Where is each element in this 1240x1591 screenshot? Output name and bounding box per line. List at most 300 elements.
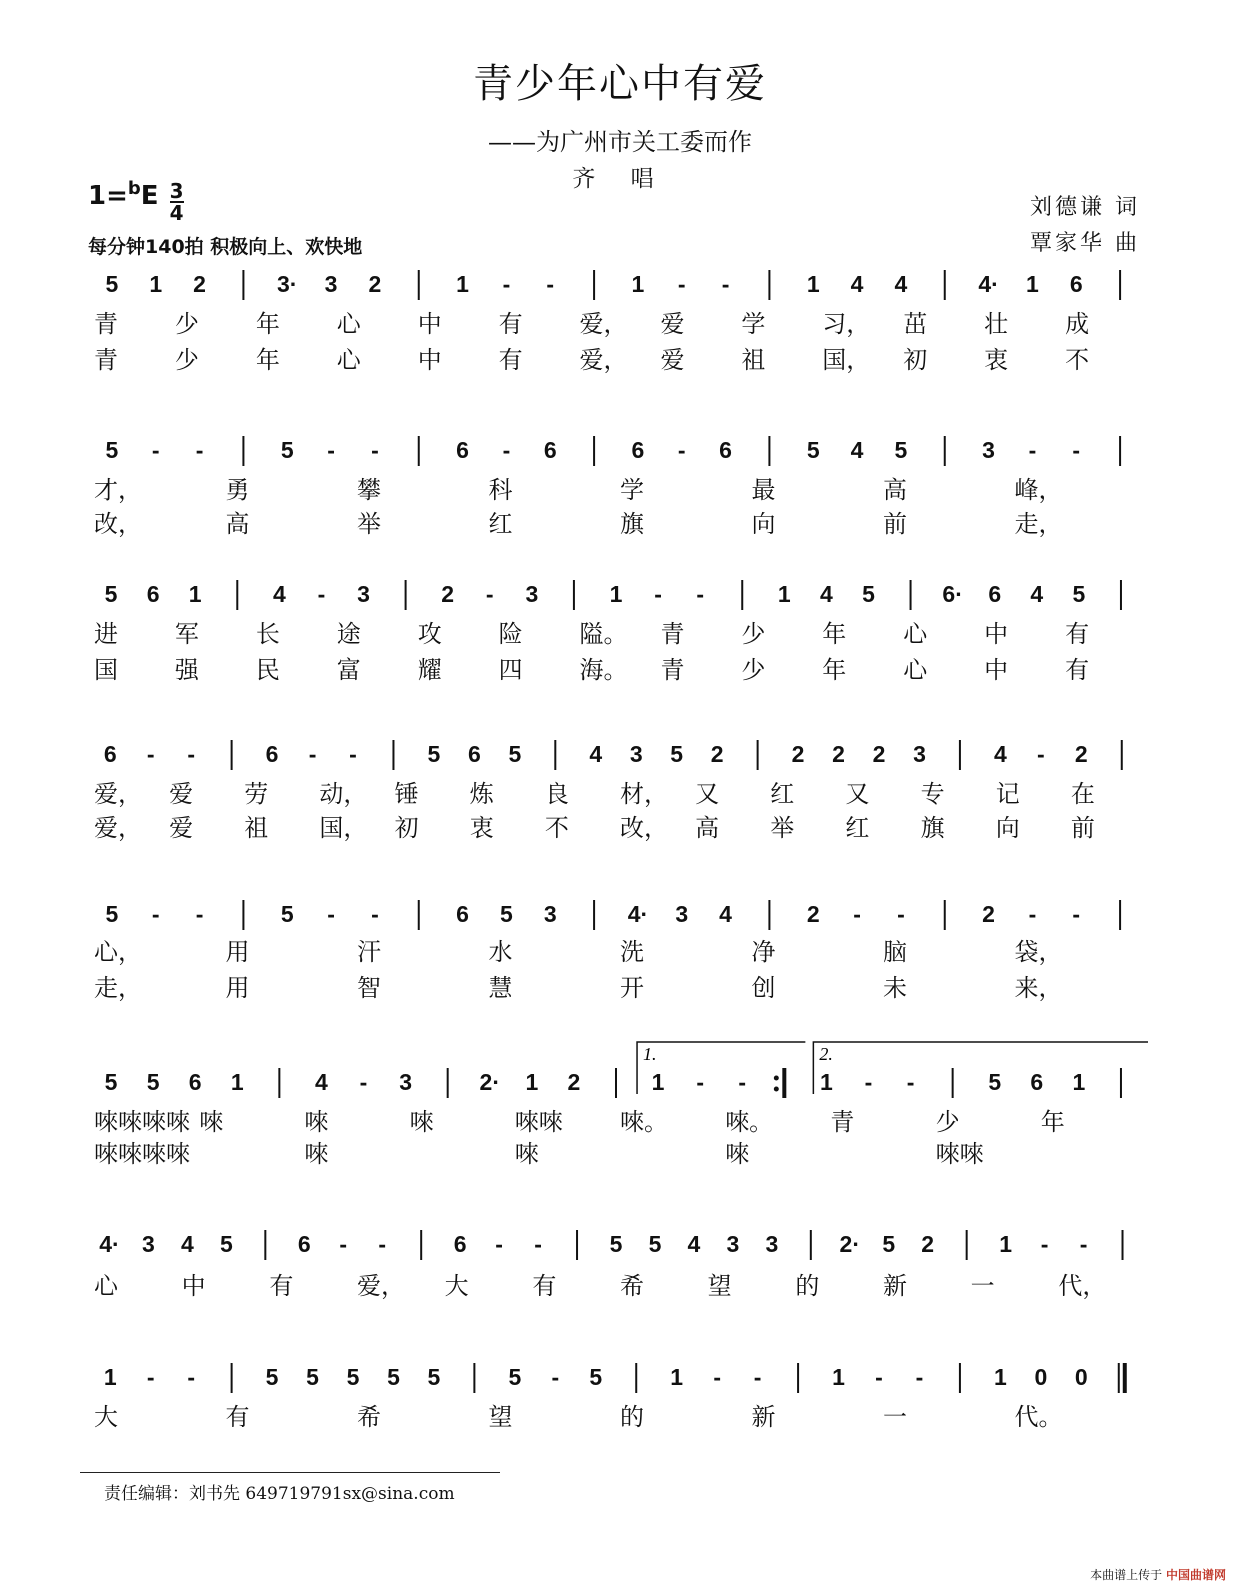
note: 6 [456,437,469,463]
lyric-verse-1: 一 [883,1403,907,1431]
note: - [495,1231,503,1257]
lyric-verse-1: 有 [532,1272,557,1300]
lyric-verse-2: 国 [94,656,118,684]
note: 1 [188,581,202,607]
note: 1 [609,581,623,607]
note: 2 [872,741,886,767]
note: 1 [993,1364,1007,1390]
note: 5 [105,271,119,297]
note: - [897,901,905,927]
lyric-verse-2: 少 [741,656,766,684]
note: - [696,581,704,607]
note: - [1072,901,1081,927]
lyric-verse-1: 青 [830,1108,855,1136]
lyric-verse-2: 年 [255,346,280,374]
note: 4 [719,901,732,927]
note: 3 [142,1231,155,1257]
lyric-verse-1: 军 [174,620,199,648]
note: - [339,1231,348,1257]
note: - [195,437,204,463]
note: 6 [146,581,160,607]
lyric-verse-2: 前 [883,510,907,538]
tempo-marking: 每分钟140拍 积极向上、欢快地 [88,236,363,258]
note: 4 [181,1231,194,1257]
note: - [151,901,160,927]
note: - [151,437,160,463]
note: - [696,1069,704,1095]
lyric-verse-1: 才， [94,476,142,504]
lyric-verse-1: 唻 [304,1108,329,1136]
note: 2 [832,741,845,767]
note: 1 [103,1364,117,1390]
lyric-verse-2: 唻 [514,1140,539,1168]
note: 5 [508,741,522,767]
note: - [1072,437,1081,463]
lyric-verse-2: 唻 [304,1140,329,1168]
lyric-verse-1: 又 [845,780,870,808]
lyric-verse-1: 学 [620,476,644,504]
note: 2 [982,901,995,927]
lyric-verse-1: 锤 [394,780,419,808]
flat-sign: b [127,178,141,199]
lyric-verse-2: 心 [336,346,361,374]
note: 3· [277,271,298,297]
note: 3 [543,901,557,927]
watermark-prefix: 本曲谱上传于 [1090,1568,1163,1582]
lyric-verse-1: 攻 [417,620,442,648]
lyric-verse-1: 动， [319,780,368,808]
note: 1 [1026,271,1039,297]
note: 3 [629,741,643,767]
lyric-verse-1: 中 [181,1272,206,1300]
note: 4· [99,1231,120,1257]
lyric-verse-1: 水 [488,938,513,966]
lyric-verse-1: 唻。 [725,1108,774,1136]
lyric-verse-1: 爱， [94,780,142,808]
lyric-verse-2: 智 [357,974,381,1002]
note: - [864,1069,873,1095]
lyric-verse-2: 唻唻 [935,1140,984,1168]
note: 1 [820,1069,833,1095]
note: 5 [609,1231,623,1257]
lyric-verse-1: 高 [883,476,907,504]
score-subtitle: ——为广州市关工委而作 [488,128,752,156]
lyric-verse-2: 举 [357,510,381,538]
score-title: 青少年心中有爱 [473,61,767,107]
note: - [654,581,662,607]
lyric-verse-1: 进 [94,620,118,648]
lyric-verse-1: 有 [1065,620,1090,648]
note: 2· [479,1069,500,1095]
key-prefix: 1= [88,181,128,211]
lyric-verse-2: 有 [498,346,523,374]
lyric-verse-2: 四 [498,656,523,684]
note: - [195,901,204,927]
note: - [502,271,511,297]
lyric-verse-2: 走， [1014,510,1063,538]
lyric-verse-1: 爱， [579,310,628,338]
lyric-verse-1: 心 [336,310,361,338]
lyric-verse-1: 大 [444,1272,469,1300]
lyric-verse-2: 爱 [660,346,685,374]
lyric-verse-1: 有 [269,1272,294,1300]
key-note: E [140,181,159,211]
lyric-verse-1: 青 [94,310,118,338]
lyric-verse-2: 耀 [417,656,442,684]
score-system [94,580,1121,684]
note: 6 [103,741,117,767]
note: 5 [280,901,294,927]
lyric-verse-1: 汗 [357,938,381,966]
volta-bracket [813,1042,1148,1094]
lyric-verse-2: 走， [94,974,142,1002]
lyric-verse-1: 峰， [1014,476,1063,504]
lyric-verse-2: 向 [995,814,1020,842]
lyric-verse-2: 高 [695,814,720,842]
note: - [146,1364,155,1390]
note: 6 [719,437,732,463]
lyric-verse-1: 少 [935,1108,960,1136]
note: 5 [387,1364,400,1390]
note: 6 [297,1231,311,1257]
lyric-verse-2: 中 [417,346,442,374]
note: 4 [687,1231,701,1257]
note: - [753,1364,762,1390]
lyric-verse-1: 的 [620,1403,644,1431]
lyric-verse-1: 爱 [660,310,685,338]
lyric-verse-2: 改， [94,510,142,538]
note: - [1028,901,1037,927]
lyric-verse-1: 中 [417,310,442,338]
lyric-verse-2: 红 [488,510,513,538]
note: - [1037,741,1045,767]
volta-1-label: 1. [643,1044,657,1064]
lyric-verse-2: 有 [1065,656,1090,684]
lyric-verse-2: 高 [225,510,250,538]
note: - [534,1231,542,1257]
lyric-verse-2: 祖 [741,346,766,374]
lyric-verse-1: 劳 [244,780,269,808]
note: 1 [525,1069,539,1095]
lyric-verse-2: 年 [822,656,847,684]
note: 3 [399,1069,412,1095]
note: 0 [1074,1364,1088,1390]
note: 1 [230,1069,244,1095]
lyric-verse-2: 举 [770,814,795,842]
note: - [187,1364,195,1390]
score-system [94,436,1120,538]
lyric-verse-1: 新 [751,1403,776,1431]
lyric-verse-1: 茁 [903,310,928,338]
lyric-verse-2: 中 [984,656,1009,684]
note: 3 [982,437,995,463]
lyric-verse-2: 来， [1014,974,1063,1002]
lyric-verse-2: 爱， [94,814,142,842]
lyric-verse-1: 代。 [1014,1403,1063,1431]
lyric-verse-1: 年 [822,620,847,648]
lyric-verse-2: 国， [822,346,871,374]
lyric-verse-1: 望 [488,1403,513,1431]
note: 1 [832,1364,845,1390]
note: 1 [806,271,820,297]
note: - [327,437,335,463]
repeat-dot [774,1076,779,1081]
lyric-verse-2: 衷 [984,346,1009,374]
note: - [146,741,155,767]
note: - [327,901,335,927]
note: 5 [862,581,875,607]
note: 3 [726,1231,740,1257]
note: - [721,271,730,297]
lyric-verse-1: 隘。 [579,620,628,648]
lyric-verse-1: 途 [336,620,361,648]
note: 4 [315,1069,328,1095]
note: 2 [791,741,805,767]
note: 5 [988,1069,1002,1095]
lyric-verse-2: 祖 [244,814,269,842]
lyric-verse-2: 衷 [469,814,494,842]
footer-divider [80,1472,500,1473]
lyric-verse-2: 向 [751,510,776,538]
lyric-verse-2: 青 [660,656,685,684]
lyric-verse-1: 科 [488,476,513,504]
note: - [713,1364,721,1390]
lyric-verse-1: 脑 [883,938,907,966]
note: 4 [850,437,864,463]
note: 5 [105,901,119,927]
lyric-verse-1: 有 [498,310,523,338]
note: 6 [543,437,557,463]
lyric-verse-1: 攀 [357,476,381,504]
time-top: 3 [169,179,184,203]
note: - [915,1364,924,1390]
time-bottom: 4 [169,201,184,225]
note: - [359,1069,368,1095]
lyric-verse-2: 强 [174,656,199,684]
note: 6 [467,741,481,767]
lyric-verse-1: 净 [751,938,776,966]
note: - [317,581,326,607]
lyric-verse-1: 唻唻 [514,1108,563,1136]
lyric-verse-1: 在 [1070,780,1095,808]
note: - [1028,437,1037,463]
note: 2 [806,901,820,927]
note: 2 [441,581,455,607]
lyric-verse-1: 勇 [225,476,250,504]
note: 5 [105,437,119,463]
lyric-verse-1: 爱， [357,1272,405,1300]
score-system [94,900,1120,1002]
note: 6 [456,901,469,927]
lyric-verse-1: 望 [707,1272,732,1300]
note: - [677,437,686,463]
note: 2 [1074,741,1088,767]
note: 4 [993,741,1007,767]
lyric-verse-2: 未 [883,974,907,1002]
note: 5 [104,1069,118,1095]
lyric-verse-1: 年 [1040,1108,1065,1136]
lyric-verse-2: 青 [94,346,118,374]
score-system [94,740,1122,842]
note: 6 [1030,1069,1044,1095]
note: 1 [670,1364,684,1390]
note: 5 [104,581,118,607]
note: 3 [913,741,926,767]
note: 5 [1072,581,1086,607]
lyric-verse-2: 海。 [579,656,628,684]
lyric-verse-2: 初 [903,346,928,374]
lyric-verse-1: 一 [970,1272,995,1300]
lyric-verse-2: 前 [1070,814,1095,842]
lyric-verse-2: 红 [845,814,870,842]
note: 1 [1072,1069,1086,1095]
lyric-verse-1: 的 [795,1272,820,1300]
lyric-verse-1: 心 [903,620,928,648]
note: - [1040,1231,1049,1257]
note: 1 [631,271,645,297]
lyric-verse-1: 专 [920,780,945,808]
note: 1 [149,271,163,297]
lyric-verse-2: 心 [903,656,928,684]
lyric-verse-1: 少 [741,620,766,648]
lyric-verse-1: 炼 [469,780,494,808]
note: 4 [1030,581,1044,607]
lyric-verse-1: 材， [620,780,668,808]
lyric-verse-1: 洗 [620,938,644,966]
lyric-verse-1: 唻 [409,1108,434,1136]
note: - [308,741,317,767]
lyric-verse-2: 开 [620,974,644,1002]
lyric-verse-1: 中 [984,620,1009,648]
editor-credit: 责任编辑：刘书先 649719791sx@sina.com [104,1484,455,1504]
note: 5 [427,741,441,767]
note: 4 [894,271,908,297]
note: - [378,1231,387,1257]
lyric-verse-1: 新 [883,1272,907,1300]
lyric-verse-2: 旗 [620,510,644,538]
lyric-verse-1: 希 [357,1403,381,1431]
composer-credit: 覃家华 曲 [1030,231,1140,256]
score-system [94,1042,1148,1168]
lyricist-credit: 刘德谦 词 [1030,195,1140,220]
note: 2 [710,741,724,767]
lyric-verse-1: 代， [1058,1272,1107,1300]
lyric-verse-2: 爱， [579,346,628,374]
lyric-verse-1: 唻。 [620,1108,668,1136]
lyric-verse-1: 红 [770,780,795,808]
score-system [94,270,1120,374]
lyric-verse-2: 用 [225,974,250,1002]
lyric-verse-1: 用 [225,938,250,966]
note: 5 [508,1364,522,1390]
note: 1 [999,1231,1013,1257]
note: 1 [651,1069,665,1095]
lyric-verse-1: 心， [94,938,142,966]
note: 5 [806,437,820,463]
note: 2 [193,271,206,297]
note: 6· [942,581,963,607]
lyric-verse-1: 青 [660,620,685,648]
note: 2 [368,271,382,297]
note: 4 [272,581,286,607]
lyric-verse-2: 富 [336,656,361,684]
note: 5 [589,1364,603,1390]
note: 5 [265,1364,279,1390]
lyric-verse-2: 不 [544,814,569,842]
lyric-verse-2: 不 [1065,346,1090,374]
note: 4 [589,741,603,767]
lyric-verse-2: 创 [751,974,776,1002]
lyric-verse-2: 改， [620,814,668,842]
note: 5 [219,1231,233,1257]
lyric-verse-1: 学 [741,310,766,338]
note: - [349,741,357,767]
lyric-verse-1: 习， [822,310,871,338]
note: 6 [188,1069,202,1095]
note: 4 [820,581,833,607]
lyric-verse-1: 有 [225,1403,250,1431]
note: - [371,901,379,927]
lyric-verse-2: 慧 [488,974,513,1002]
lyric-verse-2: 国， [319,814,368,842]
note: 2 [921,1231,935,1257]
note: - [502,437,511,463]
lyric-verse-1: 年 [255,310,280,338]
lyric-verse-1: 希 [620,1272,644,1300]
lyric-verse-1: 唻唻唻唻 [94,1108,190,1136]
lyric-verse-1: 大 [94,1403,118,1431]
lyric-verse-1: 唻 [199,1108,224,1136]
lyric-verse-1: 长 [255,620,280,648]
lyric-verse-1: 最 [751,476,776,504]
note: - [485,581,494,607]
note: 4· [627,901,649,927]
note: 6 [631,437,645,463]
note: 4 [850,271,864,297]
note: 5 [306,1364,319,1390]
note: 5 [670,741,684,767]
lyric-verse-1: 又 [695,780,720,808]
note: 3 [525,581,539,607]
lyric-verse-2: 爱 [169,814,194,842]
lyric-verse-2: 少 [174,346,199,374]
lyric-verse-1: 壮 [984,310,1009,338]
note: 6 [265,741,279,767]
note: 5 [648,1231,662,1257]
note: 3 [765,1231,779,1257]
lyric-verse-1: 记 [995,780,1020,808]
note: 3 [324,271,338,297]
lyric-verse-1: 爱 [169,780,194,808]
lyric-verse-2: 唻唻唻唻 [94,1140,190,1168]
note: 0 [1034,1364,1048,1390]
note: 6 [453,1231,467,1257]
watermark-brand: 中国曲谱网 [1165,1568,1226,1582]
note: - [551,1364,560,1390]
note: - [1079,1231,1088,1257]
note: 2· [839,1231,861,1257]
note: 5 [894,437,908,463]
lyric-verse-2: 旗 [920,814,945,842]
note: 4· [978,271,999,297]
note: - [187,741,195,767]
note: - [853,901,861,927]
lyric-verse-1: 成 [1065,310,1090,338]
performance-type: 齐 唱 [572,166,668,192]
note: - [738,1069,747,1095]
note: - [906,1069,915,1095]
lyric-verse-1: 少 [174,310,199,338]
